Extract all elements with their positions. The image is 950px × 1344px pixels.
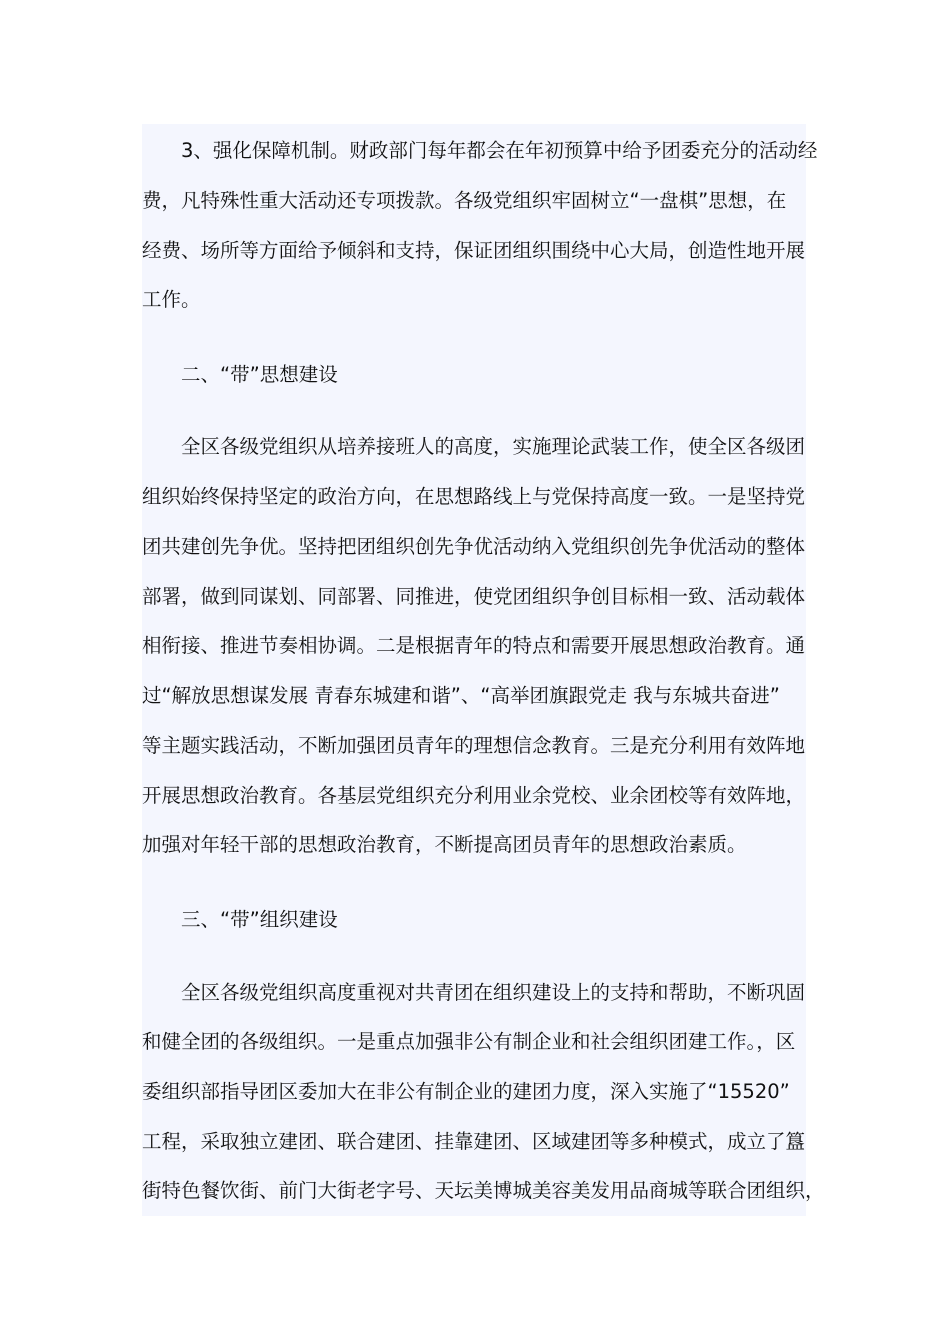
section-3-paragraph-line-2: 费，凡特殊性重大活动还专项拨款。各级党组织牢固树立“一盘棋”思想，在 [142, 189, 787, 212]
paragraph-2-line-2: 组织始终保持坚定的政治方向，在思想路线上与党保持高度一致。一是坚持党 [142, 485, 806, 508]
section-3-paragraph-line-3: 经费、场所等方面给予倾斜和支持，保证团组织围绕中心大局，创造性地开展 [142, 239, 806, 262]
paragraph-2-line-4: 部署，做到同谋划、同部署、同推进，使党团组织争创目标相一致、活动载体 [142, 585, 806, 608]
paragraph-3-line-1: 全区各级党组织高度重视对共青团在组织建设上的支持和帮助，不断巩固 [181, 981, 806, 1004]
paragraph-2-line-7: 等主题实践活动，不断加强团员青年的理想信念教育。三是充分利用有效阵地 [142, 734, 806, 757]
paragraph-2-line-3: 团共建创先争优。坚持把团组织创先争优活动纳入党组织创先争优活动的整体 [142, 535, 806, 558]
paragraph-3-line-4: 工程，采取独立建团、联合建团、挂靠建团、区域建团等多种模式，成立了簋 [142, 1130, 806, 1153]
paragraph-2-line-8: 开展思想政治教育。各基层党组织充分利用业余党校、业余团校等有效阵地， [142, 784, 806, 807]
heading-organization-construction: 三、“带”组织建设 [181, 908, 338, 931]
paragraph-2-line-1: 全区各级党组织从培养接班人的高度，实施理论武装工作，使全区各级团 [181, 435, 806, 458]
section-3-paragraph-line-1: 3、强化保障机制。财政部门每年都会在年初预算中给予团委充分的活动经 [181, 139, 818, 162]
paragraph-3-line-5: 街特色餐饮街、前门大街老字号、天坛美博城美容美发用品商城等联合团组织， [142, 1179, 825, 1202]
paragraph-3-line-2: 和健全团的各级组织。一是重点加强非公有制企业和社会组织团建工作。，区 [142, 1030, 796, 1053]
paragraph-2-line-6: 过“解放思想谋发展 青春东城建和谐”、“高举团旗跟党走 我与东城共奋进” [142, 684, 780, 707]
heading-thought-construction: 二、“带”思想建设 [181, 363, 338, 386]
paragraph-2-line-9: 加强对年轻干部的思想政治教育，不断提高团员青年的思想政治素质。 [142, 833, 747, 856]
section-3-paragraph-line-4: 工作。 [142, 288, 201, 311]
document-text-panel [142, 124, 825, 1216]
paragraph-3-line-3: 委组织部指导团区委加大在非公有制企业的建团力度，深入实施了“15520” [142, 1080, 790, 1103]
paragraph-2-line-5: 相衔接、推进节奏相协调。二是根据青年的特点和需要开展思想政治教育。通 [142, 634, 806, 657]
